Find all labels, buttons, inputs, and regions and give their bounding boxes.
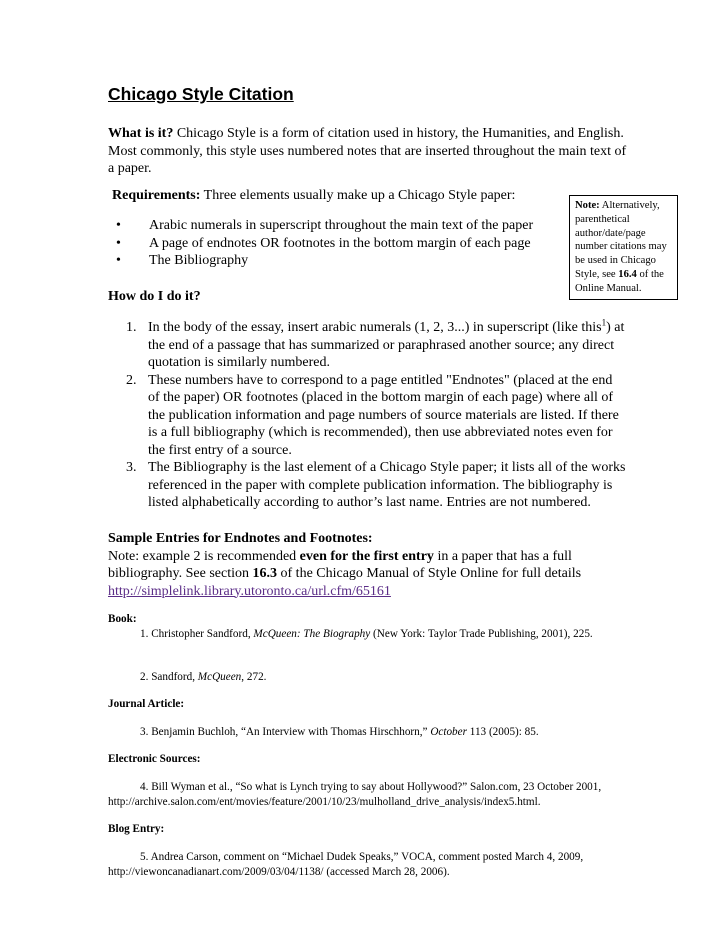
list-item: 1. In the body of the essay, insert arabic numerals (1, 2, 3...) in superscript (like this$^1$) at the end of a passage that has summarized or paraphrased another source; any direct quotation is similarly numbered. — [126, 317, 625, 370]
list-item: • The Bibliography — [116, 253, 249, 268]
electronic-section — [108, 752, 628, 767]
journal-heading: Journal Article: — [108, 698, 185, 710]
steps-list — [126, 319, 626, 512]
requirements-label: Requirements: — [112, 188, 201, 203]
requirements-line — [112, 187, 562, 205]
electronic-entry: 4. Bill Wyman et al., “So what is Lynch trying to say about Hollywood?” Salon.com, 23 October 2001, http://archive.salon.com/ent/movies/feature/2001/10/23/mulholland_drive_analysis/index5.html. — [108, 781, 602, 808]
superscript-marker: 1 — [601, 317, 607, 328]
how-heading: How do I do it? — [108, 289, 201, 304]
journal-entry: 3. Benjamin Buchloh, “An Interview with Thomas Hirschhorn,” October 113 (2005): 85. — [140, 726, 539, 738]
requirements-list — [112, 217, 562, 270]
list-item: • A page of endnotes OR footnotes in the bottom margin of each page — [116, 235, 531, 251]
intro-text: Chicago Style is a form of citation used in history, the Humanities, and English. Most commonly, this style uses numbered notes that are inserted throughout the main text of a paper. — [108, 126, 627, 176]
blog-entry: 5. Andrea Carson, comment on “Michael Dudek Speaks,” VOCA, comment posted March 4, 2009, http://viewoncanadianart.com/2009/03/04/1138/ (accessed March 28, 2006). — [108, 851, 584, 878]
manual-link[interactable]: http://simplelink.library.utoronto.ca/url.cfm/65161 — [108, 583, 391, 599]
sample-heading: Sample Entries for Endnotes and Footnotes: — [108, 531, 373, 546]
sample-section — [108, 530, 628, 600]
list-item: 3. The Bibliography is the last element of a Chicago Style paper; it lists all of the works referenced in the paper with complete publication information. The bibliography is listed alphabetically according to author’s last name. Entries are not numbered. — [126, 460, 626, 510]
note-label: Note: — [575, 200, 600, 211]
intro-label: What is it? — [108, 126, 174, 141]
note-section: 16.4 — [618, 268, 637, 280]
bullet-icon: • — [116, 235, 121, 251]
journal-section — [108, 697, 628, 712]
list-item: • Arabic numerals in superscript throughout the main text of the paper — [116, 218, 534, 233]
blog-heading: Blog Entry: — [108, 823, 165, 835]
requirements-text: Three elements usually make up a Chicago Style paper: — [203, 188, 516, 203]
book-heading: Book: — [108, 613, 137, 625]
sidebar-note-box: Note: Alternatively, parenthetical author/date/page number citations may be used in Chicago Style, see 16.4 of the Online Manual. — [569, 195, 678, 300]
page-title: Chicago Style Citation — [108, 84, 294, 104]
list-item: 2. These numbers have to correspond to a page entitled "Endnotes" (placed at the end of the paper) OR footnotes (placed in the bottom margin of each page) where all of the publication information and page numbers of source materials are listed. If there is a full bibliography (which is recommended), then use abbreviated notes even for the first entry of a source. — [126, 372, 619, 458]
sample-note: Note: example 2 is recommended even for the first entry in a paper that has a full bibliography. See section 16.3 of the Chicago Manual of Style Online for full details — [108, 548, 582, 581]
bullet-icon: • — [116, 253, 121, 268]
bullet-icon: • — [116, 218, 121, 233]
book-entry-1: 1. Christopher Sandford, McQueen: The Biography (New York: Taylor Trade Publishing, 2001), 225. — [140, 628, 593, 640]
book-entry-2: 2. Sandford, McQueen, 272. — [140, 671, 267, 683]
blog-section — [108, 822, 628, 837]
intro-paragraph — [108, 125, 628, 178]
electronic-heading: Electronic Sources: — [108, 753, 201, 765]
book-section — [108, 612, 628, 642]
